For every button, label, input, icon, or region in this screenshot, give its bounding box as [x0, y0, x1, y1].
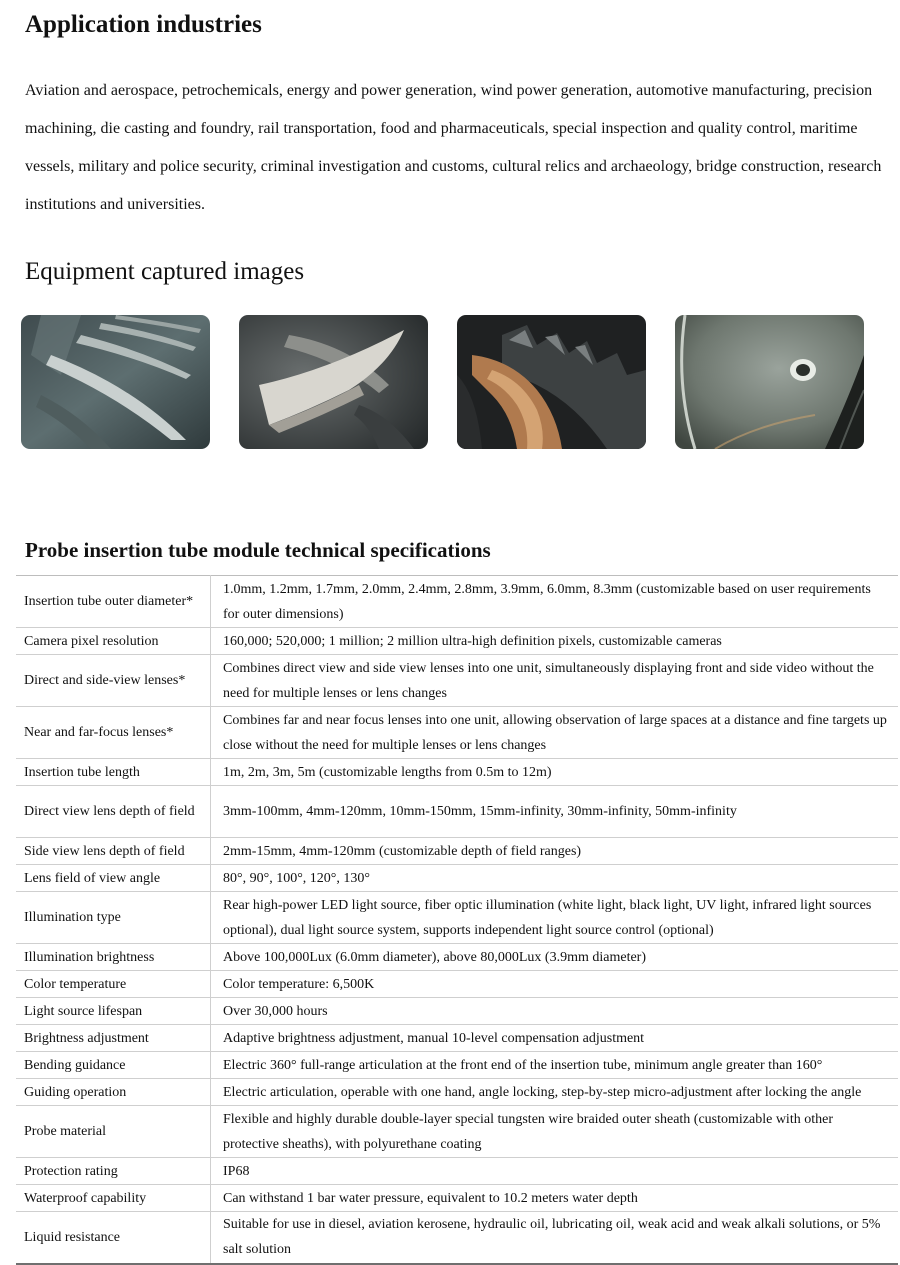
- industries-paragraph: Aviation and aerospace, petrochemicals, energy and power generation, wind power generation, automotive manufacturing, precision machining, die casting and foundry, rail transportation, food and pharmaceuticals, special inspection and quality control, maritime vessels, military and police security, criminal investigation and customs, cultural relics and archaeology, bridge construction, research institutions and universities.: [25, 82, 882, 213]
- spec-label: Lens field of view angle: [16, 865, 211, 892]
- spec-label: Direct view lens depth of field: [16, 786, 211, 838]
- table-row: [16, 576, 898, 628]
- spec-value: Rear high-power LED light source, fiber optic illumination (white light, black light, UV light, infrared light sources optional), dual light source system, supports independent light source control (optional): [211, 892, 899, 944]
- spec-label: Insertion tube length: [16, 759, 211, 786]
- spec-label: Waterproof capability: [16, 1185, 211, 1212]
- spec-value: Electric 360° full-range articulation at the front end of the insertion tube, minimum angle greater than 160°: [211, 1052, 899, 1079]
- spec-value: Above 100,000Lux (6.0mm diameter), above 80,000Lux (3.9mm diameter): [211, 944, 899, 971]
- specifications-table: [16, 575, 898, 1265]
- spec-value: Flexible and highly durable double-layer special tungsten wire braided outer sheath (customizable with other protective sheaths), with polyurethane coating: [211, 1106, 899, 1158]
- spec-label: Direct and side-view lenses*: [16, 655, 211, 707]
- spec-label: Protection rating: [16, 1158, 211, 1185]
- table-row: [16, 1106, 898, 1158]
- table-row: [16, 655, 898, 707]
- spec-label: Illumination type: [16, 892, 211, 944]
- spec-label: Brightness adjustment: [16, 1025, 211, 1052]
- spec-value: 1.0mm, 1.2mm, 1.7mm, 2.0mm, 2.4mm, 2.8mm, 3.9mm, 6.0mm, 8.3mm (customizable based on user requirements for outer dimensions): [211, 576, 899, 628]
- table-row: [16, 1025, 898, 1052]
- table-row: [16, 971, 898, 998]
- spec-value: Color temperature: 6,500K: [211, 971, 899, 998]
- spec-label: Illumination brightness: [16, 944, 211, 971]
- table-row: [16, 628, 898, 655]
- captured-image-gear-teeth: [457, 315, 646, 449]
- spec-value: 3mm-100mm, 4mm-120mm, 10mm-150mm, 15mm-infinity, 30mm-infinity, 50mm-infinity: [211, 786, 899, 838]
- spec-label: Side view lens depth of field: [16, 838, 211, 865]
- spec-value: 80°, 90°, 100°, 120°, 130°: [211, 865, 899, 892]
- spec-value: Suitable for use in diesel, aviation kerosene, hydraulic oil, lubricating oil, weak acid and weak alkali solutions, or 5% salt solution: [211, 1212, 899, 1264]
- table-row: [16, 998, 898, 1025]
- spec-label: Camera pixel resolution: [16, 628, 211, 655]
- spec-value: Electric articulation, operable with one hand, angle locking, step-by-step micro-adjustment after locking the angle: [211, 1079, 899, 1106]
- spec-label: Insertion tube outer diameter*: [16, 576, 211, 628]
- spec-label: Color temperature: [16, 971, 211, 998]
- spec-value: 2mm-15mm, 4mm-120mm (customizable depth of field ranges): [211, 838, 899, 865]
- spec-value: Combines far and near focus lenses into one unit, allowing observation of large spaces at a distance and fine targets up close without the need for multiple lenses or lens changes: [211, 707, 899, 759]
- gear-teeth-photo: [457, 315, 646, 449]
- spec-label: Probe material: [16, 1106, 211, 1158]
- application-industries-heading: Application industries: [25, 11, 262, 38]
- specifications-heading: Probe insertion tube module technical specifications: [25, 538, 491, 562]
- table-row: [16, 1158, 898, 1185]
- spec-value: Over 30,000 hours: [211, 998, 899, 1025]
- bore-hole-photo: [675, 315, 864, 449]
- table-row: [16, 838, 898, 865]
- table-row: [16, 1052, 898, 1079]
- captured-images-heading: Equipment captured images: [25, 258, 305, 285]
- spec-value: Can withstand 1 bar water pressure, equivalent to 10.2 meters water depth: [211, 1185, 899, 1212]
- impeller-blade-photo: [239, 315, 428, 449]
- spec-value: 160,000; 520,000; 1 million; 2 million ultra-high definition pixels, customizable cameras: [211, 628, 899, 655]
- table-row: [16, 1212, 898, 1264]
- spec-label: Guiding operation: [16, 1079, 211, 1106]
- table-row: [16, 944, 898, 971]
- spec-value: 1m, 2m, 3m, 5m (customizable lengths from 0.5m to 12m): [211, 759, 899, 786]
- turbine-blades-photo: [21, 315, 210, 449]
- table-row: [16, 759, 898, 786]
- table-row: [16, 1079, 898, 1106]
- table-row: [16, 786, 898, 838]
- captured-image-bore-hole: [675, 315, 864, 449]
- table-row: [16, 892, 898, 944]
- spec-label: Bending guidance: [16, 1052, 211, 1079]
- table-row: [16, 707, 898, 759]
- spec-value: IP68: [211, 1158, 899, 1185]
- captured-image-impeller-blade: [239, 315, 428, 449]
- spec-label: Liquid resistance: [16, 1212, 211, 1264]
- spec-label: Light source lifespan: [16, 998, 211, 1025]
- table-row: [16, 865, 898, 892]
- table-row: [16, 1185, 898, 1212]
- captured-image-turbine-blades: [21, 315, 210, 449]
- spec-value: Combines direct view and side view lenses into one unit, simultaneously displaying front and side video without the need for multiple lenses or lens changes: [211, 655, 899, 707]
- spec-value: Adaptive brightness adjustment, manual 10-level compensation adjustment: [211, 1025, 899, 1052]
- spec-label: Near and far-focus lenses*: [16, 707, 211, 759]
